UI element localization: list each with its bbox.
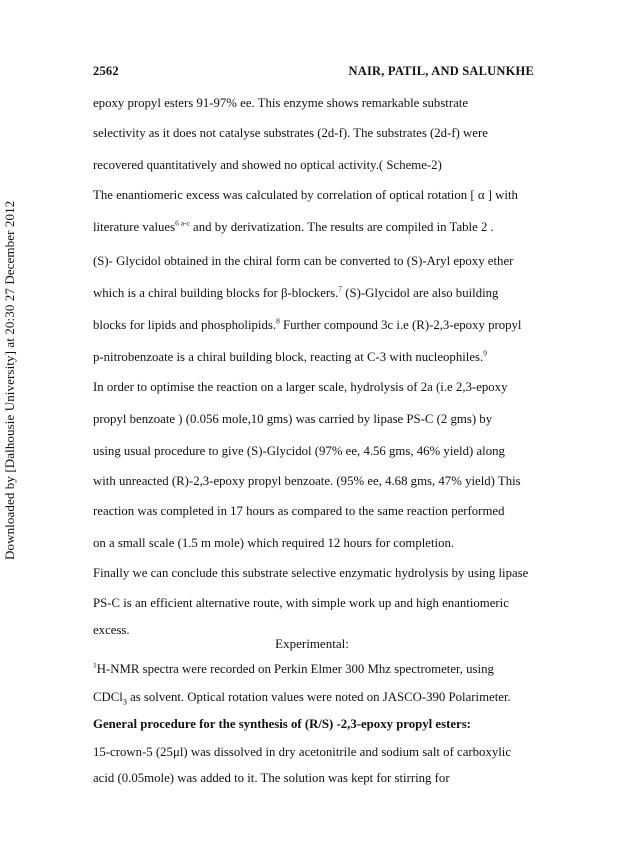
- text-segment: with unreacted (R)-2,3-epoxy propyl benzoate. (95% ee, 4.68 gms, 47% yield) This: [93, 474, 521, 488]
- text-segment: The enantiomeric excess was calculated by correlation of optical rotation [ α ] with: [93, 188, 518, 202]
- text-line: [93, 745, 511, 760]
- text-segment: using usual procedure to give (S)-Glycidol (97% ee, 4.56 gms, 46% yield) along: [93, 444, 505, 458]
- text-segment: epoxy propyl esters 91-97% ee. This enzyme shows remarkable substrate: [93, 96, 469, 110]
- subscript: 3: [122, 697, 127, 707]
- text-line: [93, 350, 487, 365]
- text-segment: reaction was completed in 17 hours as compared to the same reaction performed: [93, 504, 505, 518]
- text-line: [93, 188, 518, 203]
- text-segment: In order to optimise the reaction on a larger scale, hydrolysis of 2a (i.e 2,3-epoxy: [93, 380, 508, 394]
- text-line: [93, 717, 471, 732]
- text-segment: p-nitrobenzoate is a chiral building block, reacting at C-3 with nucleophiles.: [93, 350, 484, 364]
- superscript-ref: 7: [338, 284, 343, 294]
- text-segment: 15-crown-5 (25μl) was dissolved in dry acetonitrile and sodium salt of carboxylic: [93, 745, 512, 759]
- text-segment: blocks for lipids and phospholipids.: [93, 318, 277, 332]
- text-segment: on a small scale (1.5 m mole) which required 12 hours for completion.: [93, 536, 455, 550]
- text-line: [93, 662, 494, 677]
- text-segment: PS-C is an efficient alternative route, with simple work up and high enantiomeric: [93, 596, 509, 610]
- text-segment: and by derivatization. The results are compiled in Table 2 .: [189, 220, 494, 234]
- text-segment: as solvent. Optical rotation values were noted on JASCO-390 Polarimeter.: [126, 690, 511, 704]
- experimental-heading: Experimental:: [275, 636, 349, 651]
- text-segment: recovered quantitatively and showed no optical activity.( Scheme-2): [93, 158, 442, 172]
- text-segment: excess.: [93, 623, 130, 637]
- text-line: [93, 286, 498, 301]
- text-line: [93, 444, 505, 459]
- text-segment: (S)- Glycidol obtained in the chiral form can be converted to (S)-Aryl epoxy ether: [93, 254, 514, 268]
- text-line: [93, 380, 507, 395]
- text-segment: Further compound 3c i.e (R)-2,3-epoxy propyl: [279, 318, 522, 332]
- text-line: [93, 318, 521, 333]
- superscript-ref: 9: [483, 348, 487, 358]
- text-segment: literature values: [93, 220, 176, 234]
- superscript-ref: 8: [276, 316, 280, 326]
- text-line: [93, 126, 488, 141]
- text-segment: CDCl: [93, 690, 123, 704]
- page-number: 2562: [93, 64, 119, 78]
- text-segment: (S)-Glycidol are also building: [342, 286, 499, 300]
- text-line: [93, 536, 454, 551]
- text-line: [93, 504, 504, 519]
- text-segment: Finally we can conclude this substrate selective enzymatic hydrolysis by using lipase: [93, 566, 529, 580]
- text-line: [93, 771, 450, 786]
- text-line: [93, 158, 442, 173]
- text-line: [93, 96, 468, 111]
- text-line: [93, 690, 511, 705]
- running-head: NAIR, PATIL, AND SALUNKHE: [348, 64, 534, 78]
- download-watermark: Downloaded by [Dalhousie University] at 20:30 27 December 2012: [2, 200, 17, 560]
- text-segment: H-NMR spectra were recorded on Perkin Elmer 300 Mhz spectrometer, using: [96, 662, 494, 676]
- superscript-ref: 6 a-c: [175, 218, 190, 228]
- text-line: [93, 220, 494, 235]
- text-segment: propyl benzoate ) (0.056 mole,10 gms) was carried by lipase PS-C (2 gms) by: [93, 412, 493, 426]
- text-segment: selectivity as it does not catalyse substrates (2d-f). The substrates (2d-f) were: [93, 126, 488, 140]
- text-line: [93, 474, 521, 489]
- text-line: [93, 596, 509, 611]
- text-line: [93, 254, 513, 269]
- text-segment: General procedure for the synthesis of (R/S) -2,3-epoxy propyl esters:: [93, 717, 471, 731]
- text-line: [93, 566, 528, 581]
- text-segment: acid (0.05mole) was added to it. The solution was kept for stirring for: [93, 771, 450, 785]
- superscript-ref: 1: [93, 660, 97, 670]
- text-segment: which is a chiral building blocks for β-blockers.: [93, 286, 339, 300]
- text-line: [93, 412, 492, 427]
